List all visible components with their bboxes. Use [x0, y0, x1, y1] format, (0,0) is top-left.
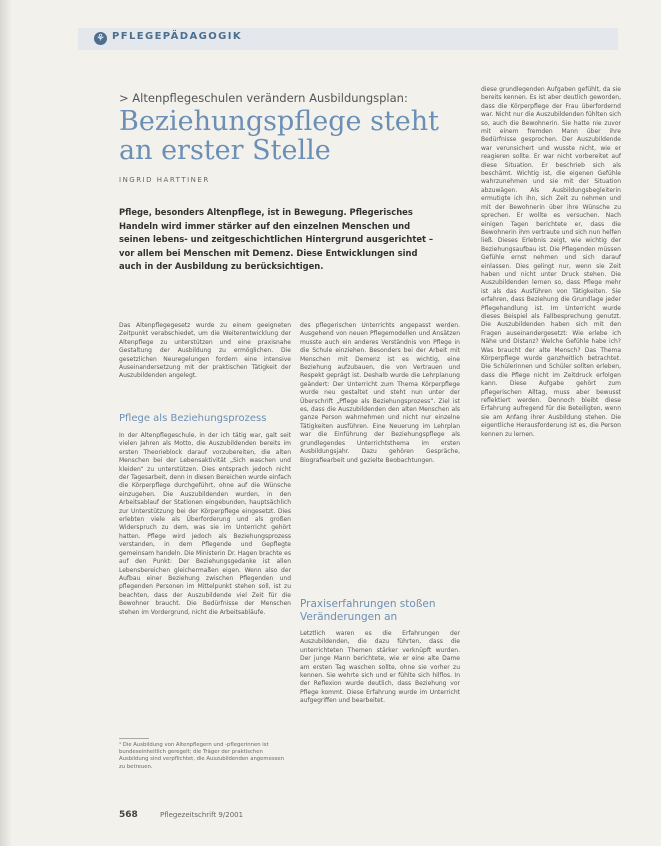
flower-icon: ⚘ [96, 33, 105, 44]
column-1-intro: Das Altenpflegegesetz wurde zu einem geeigneten Zeitpunkt verabschiedet, um die Weiterentwicklung der Altenpflege zu unterstützen und eine praxisnahe Gestaltung der Ausbildung zu ermöglichen. Die gesetzlichen Neuregelungen fordern eine intensive Auseinandersetzung mit der praktischen Tätigkeit der Auszubildenden angelegt. [119, 322, 291, 380]
subheading-beziehungsprozess: Pflege als Beziehungsprozess [119, 413, 267, 424]
article-title: Beziehungspflege steht an erster Stelle [119, 106, 440, 166]
journal-citation: Pflegezeitschrift 9/2001 [160, 811, 244, 819]
article-kicker: > Altenpflegeschulen verändern Ausbildungsplan: [119, 91, 408, 105]
article-lead: Pflege, besonders Altenpflege, ist in Bewegung. Pflegerisches Handeln wird immer stärker auf den einzelnen Menschen und seinen lebens- und zeitgeschichtlichen Hintergrund ausgerichtet – vor allem bei Menschen mit Demenz. Diese Entwicklungen sind auch in der Ausbildung zu berücksichtigen. [119, 207, 434, 272]
footnote-divider [119, 738, 149, 739]
article-author: INGRID HARTTINER [119, 176, 210, 184]
footnote: ¹ Die Ausbildung von Altenpflegern und -pflegerinnen ist bundeseinheitlich geregelt; die Träger der praktischen Ausbildung sind verpflichtet, die Auszubildenden angemessen zu betreuen. [119, 742, 284, 770]
column-2-continued: Letztlich waren es die Erfahrungen der Auszubildenden, die dazu führten, dass die unterrichteten Themen stärker verknüpft wurden. Der junge Mann berichtete, wie er eine alte Dame am ersten Tag waschen sollte, ohne sie vorher zu kennen. Sie wehrte sich und er fühlte sich hilflos. In der Reflexion wurde deutlich, dass Beziehung vor Pflege kommt. Diese Erfahrung wurde im Unterricht aufgegriffen und bearbeitet. [300, 630, 460, 705]
column-3-body: diese grundlegenden Aufgaben gefühlt, da sie bereits kennen. Es ist aber deutlich geworden, dass die Körperpflege der Frau überfordernd war. Nicht nur die Auszubildenden fühlten sich so, auch die Bewohnerin. Sie hatte nie zuvor mit einem fremden Mann über ihre Bedürfnisse gesprochen. Der Auszubildende war verunsichert und wusste nicht, wie er reagieren sollte. Er war nicht vorbereitet auf diese Situation. Er beschrieb sich als beschämt. Wichtig ist, die eigenen Gefühle wahrzunehmen und sie mit der Situation abzuwägen. Als Ausbildungsbegleiterin ermutigte ich ihn, sich Zeit zu nehmen und mit der Bewohnerin über ihre Wünsche zu sprechen. Er wollte es versuchen. Nach einigen Tagen berichtete er, dass die Bewohnerin ihm vertraute und sich nun helfen ließ. Dieses Erlebnis zeigt, wie wichtig der Beziehungsaufbau ist. Die Pflegenden müssen Gefühle ernst nehmen und sich darauf einlassen. Dies gelingt nur, wenn sie Zeit haben und nicht unter Druck stehen. Die Auszubildenden lernen so, dass Pflege mehr ist als das Ausführen von Tätigkeiten. Sie erfahren, dass Beziehung die Grundlage jeder Pflegehandlung ist. Im Unterricht wurde dieses Beispiel als Fallbesprechung genutzt. Die Auszubildenden haben sich mit den Fragen auseinandergesetzt: Wie erlebe ich Nähe und Distanz? Welche Gefühle habe ich? Was braucht der alte Mensch? Das Thema Körperpflege wurde ganzheitlich betrachtet. Die Schülerinnen und Schüler sollten erleben, dass die Pflege nicht im Zeitdruck erfolgen kann. Diese Aufgabe gehört zum pflegerischen Alltag, muss aber bewusst reflektiert werden. Dennoch bleibt diese Erfahrung aufregend für die Beteiligten, wenn sie am Anfang ihrer Ausbildung stehen. Die eigentliche Herausforderung ist es, die Person kennen zu lernen. [481, 86, 621, 438]
section-title: PFLEGEPÄDAGOGIK [112, 31, 242, 42]
column-1-body: In der Altenpflegeschule, in der ich tätig war, galt seit vielen Jahren als Motto, die Auszubildenden bereits im ersten Theorieblock darauf vorzubereiten, die alten Menschen bei der Lebensaktivität „Sich waschen und kleiden“ zu unterstützen. Dies entsprach jedoch nicht der Tagesarbeit, denn in diesen Bereichen wurde einfach die Körperpflege durchgeführt, ohne auf die Wünsche einzugehen. Die Auszubildenden wurden, in den Arbeitsablauf der Stationen eingebunden, hauptsächlich zur Unterstützung bei der Körperpflege eingesetzt. Dies erlebten viele als Überforderung und als großen Widerspruch zu dem, was sie im Unterricht gehört hatten. Pflege wird jedoch als Beziehungsprozess verstanden, in dem Pflegende und Gepflegte gemeinsam handeln. Die Ministerin Dr. Hagen brachte es auf den Punkt: Der Beziehungsgedanke ist allen Lebensbereichen gleichermaßen eigen. Wenn also der Aufbau einer Beziehung zwischen Pflegenden und pflegenden Personen im Mittelpunkt stehen soll, ist zu beachten, dass der Auszubildende viel Zeit für die Bewohner braucht. Die Bedürfnisse der Menschen stehen im Vordergrund, nicht die Arbeitsabläufe. [119, 432, 291, 616]
subheading-praxiserfahrungen: Praxiserfahrungen stoßen Veränderungen an [300, 598, 436, 623]
column-2-body: des pflegerischen Unterrichts angepasst werden. Ausgehend von neuen Pflegemodellen und Ansätzen musste auch ein anderes Verständnis von Pflege in die Schule einziehen. Besonders bei der Arbeit mit Menschen mit Demenz ist es wichtig, eine Beziehung aufzubauen, die von Vertrauen und Respekt geprägt ist. Deshalb wurde die Lehrplanung geändert: Der Unterricht zum Thema Körperpflege wurde neu gestaltet und steht nun unter der Überschrift „Pflege als Beziehungsprozess“. Ziel ist es, dass die Auszubildenden den alten Menschen als ganze Person wahrnehmen und nicht nur einzelne Tätigkeiten ausführen. Eine Neuerung im Lehrplan war die Einführung der Beziehungspflege als grundlegendes Unterrichtsthema im ersten Ausbildungsjahr. Dazu gehören Gespräche, Biografiearbeit und gezielte Beobachtungen. [300, 322, 460, 464]
page-fold-shadow [0, 0, 12, 846]
page-number: 568 [119, 810, 138, 820]
